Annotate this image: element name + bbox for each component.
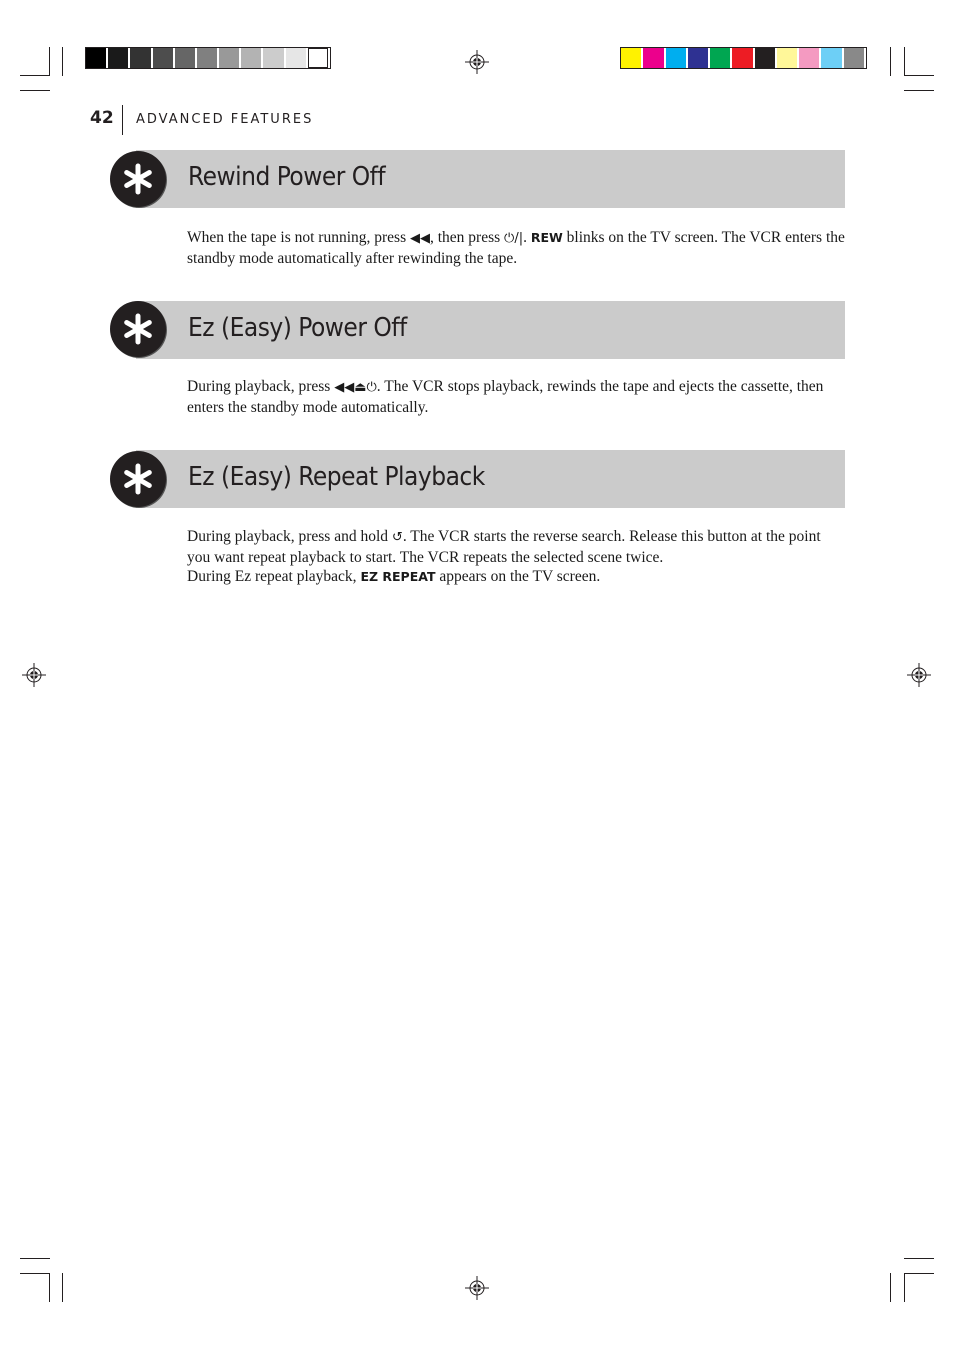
osd-text: EZ REPEAT (360, 569, 436, 584)
color-swatch (219, 48, 239, 68)
section-body: During playback, press ◀◀⏏⏻. The VCR stops playback, rewinds the tape and ejects the cassette, then enters the standby mode automatically. (187, 378, 824, 416)
crop-mark (904, 47, 905, 76)
crop-mark (20, 90, 50, 91)
asterisk-icon (110, 151, 166, 207)
crop-mark (890, 47, 891, 76)
color-swatch (777, 48, 797, 68)
color-swatch (755, 48, 775, 68)
process-color-bar (620, 47, 867, 69)
color-swatch (241, 48, 261, 68)
crop-mark (62, 1273, 63, 1302)
asterisk-icon (110, 451, 166, 507)
header-divider (122, 105, 123, 135)
color-swatch (153, 48, 173, 68)
color-swatch (263, 48, 283, 68)
page-number: 42 (90, 108, 114, 128)
crop-mark (20, 75, 50, 76)
crop-mark (890, 1273, 891, 1302)
registration-target-icon (465, 1276, 489, 1300)
color-swatch (197, 48, 217, 68)
color-swatch (308, 48, 328, 68)
color-swatch (286, 48, 306, 68)
color-swatch (821, 48, 841, 68)
ez-power-off-symbol: ◀◀⏏⏻ (334, 380, 377, 395)
crop-mark (20, 1273, 50, 1274)
asterisk-icon (110, 301, 166, 357)
crop-mark (20, 1258, 50, 1259)
crop-mark (49, 1273, 50, 1302)
power-symbol: ⏻/| (504, 231, 524, 246)
registration-target-icon (907, 663, 931, 687)
color-swatch (732, 48, 752, 68)
section-title: Ez (Easy) Power Off (188, 313, 407, 343)
color-swatch (86, 48, 106, 68)
crop-mark (62, 47, 63, 76)
crop-mark (49, 47, 50, 76)
section-heading-bar (136, 150, 845, 208)
color-swatch (799, 48, 819, 68)
color-swatch (643, 48, 663, 68)
grayscale-color-bar (85, 47, 331, 69)
registration-target-icon (465, 50, 489, 74)
rewind-symbol: ◀◀ (409, 231, 430, 246)
color-swatch (688, 48, 708, 68)
color-swatch (621, 48, 641, 68)
crop-mark (904, 1273, 934, 1274)
running-header: ADVANCED FEATURES (136, 112, 314, 127)
color-swatch (710, 48, 730, 68)
color-swatch (130, 48, 150, 68)
crop-mark (904, 1273, 905, 1302)
color-swatch (108, 48, 128, 68)
section-heading-bar (136, 301, 845, 359)
crop-mark (904, 75, 934, 76)
crop-mark (904, 90, 934, 91)
repeat-symbol: ↺ (391, 530, 403, 545)
section-body: During playback, press and hold ↺. The VCR starts the reverse search. Release this button at the point you want repeat playback to start. The VCR repeats the selected scene twice. During Ez repeat playback, EZ REPEAT appears on the TV screen. (187, 528, 821, 585)
osd-text: REW (530, 230, 563, 245)
section-heading-bar (136, 450, 845, 508)
color-swatch (844, 48, 864, 68)
registration-target-icon (22, 663, 46, 687)
color-swatch (175, 48, 195, 68)
section-title: Rewind Power Off (188, 162, 386, 192)
section-title: Ez (Easy) Repeat Playback (188, 462, 485, 492)
section-body: When the tape is not running, press ◀◀, then press ⏻/|. REW blinks on the TV screen. The VCR enters the standby mode automatically after rewinding the tape. (187, 229, 845, 267)
crop-mark (904, 1258, 934, 1259)
color-swatch (666, 48, 686, 68)
